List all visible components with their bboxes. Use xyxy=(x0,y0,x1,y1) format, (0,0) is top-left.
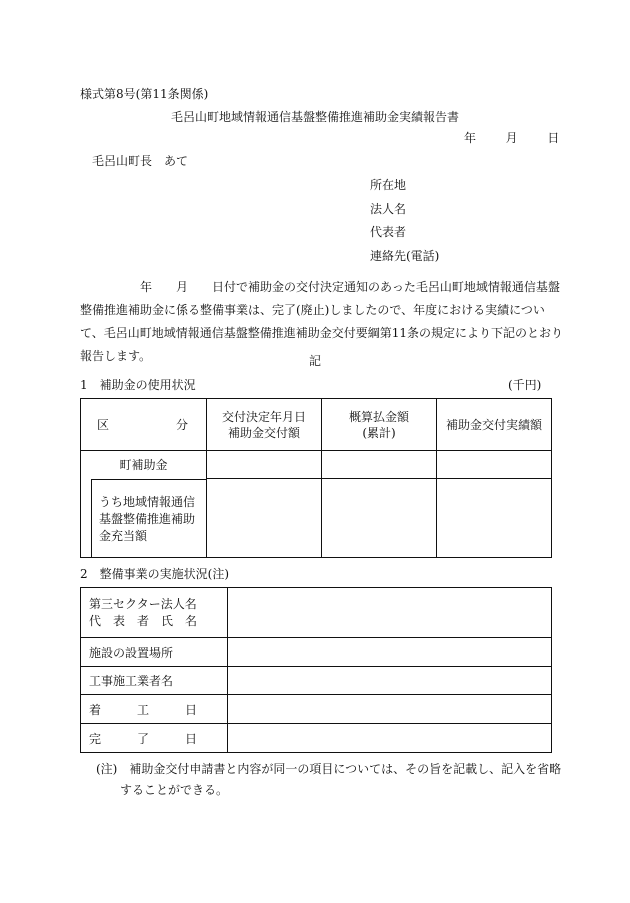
cell-input[interactable] xyxy=(322,479,437,558)
row-label: 工事施工業者名 xyxy=(89,674,174,688)
label-facility-location xyxy=(81,638,228,667)
body-line: 報告します。 xyxy=(80,349,152,363)
header-kubun xyxy=(81,399,207,451)
label-contractor xyxy=(81,667,228,695)
row-label: 基盤整備推進補助 xyxy=(99,511,196,526)
date-year: 年 xyxy=(464,131,477,145)
row-label: 着 工 日 xyxy=(89,702,198,717)
label-third-sector xyxy=(81,588,228,638)
row-allocation-label xyxy=(81,479,207,558)
row-label: うち地域情報通信 xyxy=(99,494,196,509)
row-label: 第三セクター法人名 xyxy=(89,596,197,611)
cell-input[interactable] xyxy=(228,695,552,724)
header-text: 補助金交付額 xyxy=(227,425,300,440)
field-address: 所在地 xyxy=(370,178,407,192)
row-label: 金充当額 xyxy=(99,528,148,543)
header-advance-payment xyxy=(322,399,437,451)
cell-input[interactable] xyxy=(437,479,552,558)
row-label: 施設の設置場所 xyxy=(89,645,174,660)
cell-input[interactable] xyxy=(207,479,322,558)
header-actual-amount xyxy=(437,399,552,451)
body-line: 整備推進補助金に係る整備事業は、完了(廃止)しましたので、年度における実績につい xyxy=(80,303,545,317)
footnote: (注) 補助金交付申請書と内容が同一の項目については、その旨を記載し、記入を省略 xyxy=(96,762,562,776)
field-representative: 代表者 xyxy=(370,225,407,239)
ki-heading: 記 xyxy=(308,354,321,368)
document-title: 毛呂山町地域情報通信基盤整備推進補助金実績報告書 xyxy=(170,110,459,124)
cell-input[interactable] xyxy=(228,667,552,695)
header-text: 交付決定年月日 xyxy=(221,409,306,424)
header-text: (累計) xyxy=(362,425,396,440)
row-label: 代 表 者 氏 名 xyxy=(89,613,198,628)
date-month: 月 xyxy=(505,131,518,145)
unit-label: (千円) xyxy=(508,378,542,392)
cell-input[interactable] xyxy=(228,724,552,753)
usage-table xyxy=(80,398,552,558)
label-start-date xyxy=(81,695,228,724)
body-line: 年 月 日付で補助金の交付決定通知のあった毛呂山町地域情報通信基盤 xyxy=(80,280,560,294)
field-corporation: 法人名 xyxy=(370,202,407,216)
form-number: 様式第8号(第11条関係) xyxy=(80,87,209,101)
date-day: 日 xyxy=(547,131,560,145)
kubun-left: 区 xyxy=(97,418,110,432)
kubun-right: 分 xyxy=(175,418,188,432)
header-text: 補助金交付実績額 xyxy=(445,417,542,432)
addressee: 毛呂山町長 あて xyxy=(92,154,189,168)
status-table xyxy=(80,587,552,753)
date-line xyxy=(464,131,559,145)
header-text: 概算払金額 xyxy=(348,409,409,424)
label-completion-date xyxy=(81,724,228,753)
body-line: て、毛呂山町地域情報通信基盤整備推進補助金交付要綱第11条の規定により下記のとおり xyxy=(80,326,564,340)
section1-heading: 1 補助金の使用状況 xyxy=(80,378,196,392)
cell-input[interactable] xyxy=(207,451,322,479)
cell-input[interactable] xyxy=(437,451,552,479)
row-label: 完 了 日 xyxy=(89,731,198,746)
section2-heading: 2 整備事業の実施状況(注) xyxy=(80,567,229,581)
field-contact: 連絡先(電話) xyxy=(370,249,440,263)
footnote-continued: することができる。 xyxy=(120,783,229,797)
cell-input[interactable] xyxy=(228,588,552,638)
cell-input[interactable] xyxy=(322,451,437,479)
header-decision-date xyxy=(207,399,322,451)
row-label: 町補助金 xyxy=(119,458,168,473)
cell-input[interactable] xyxy=(228,638,552,667)
row-town-subsidy-label xyxy=(81,451,207,479)
